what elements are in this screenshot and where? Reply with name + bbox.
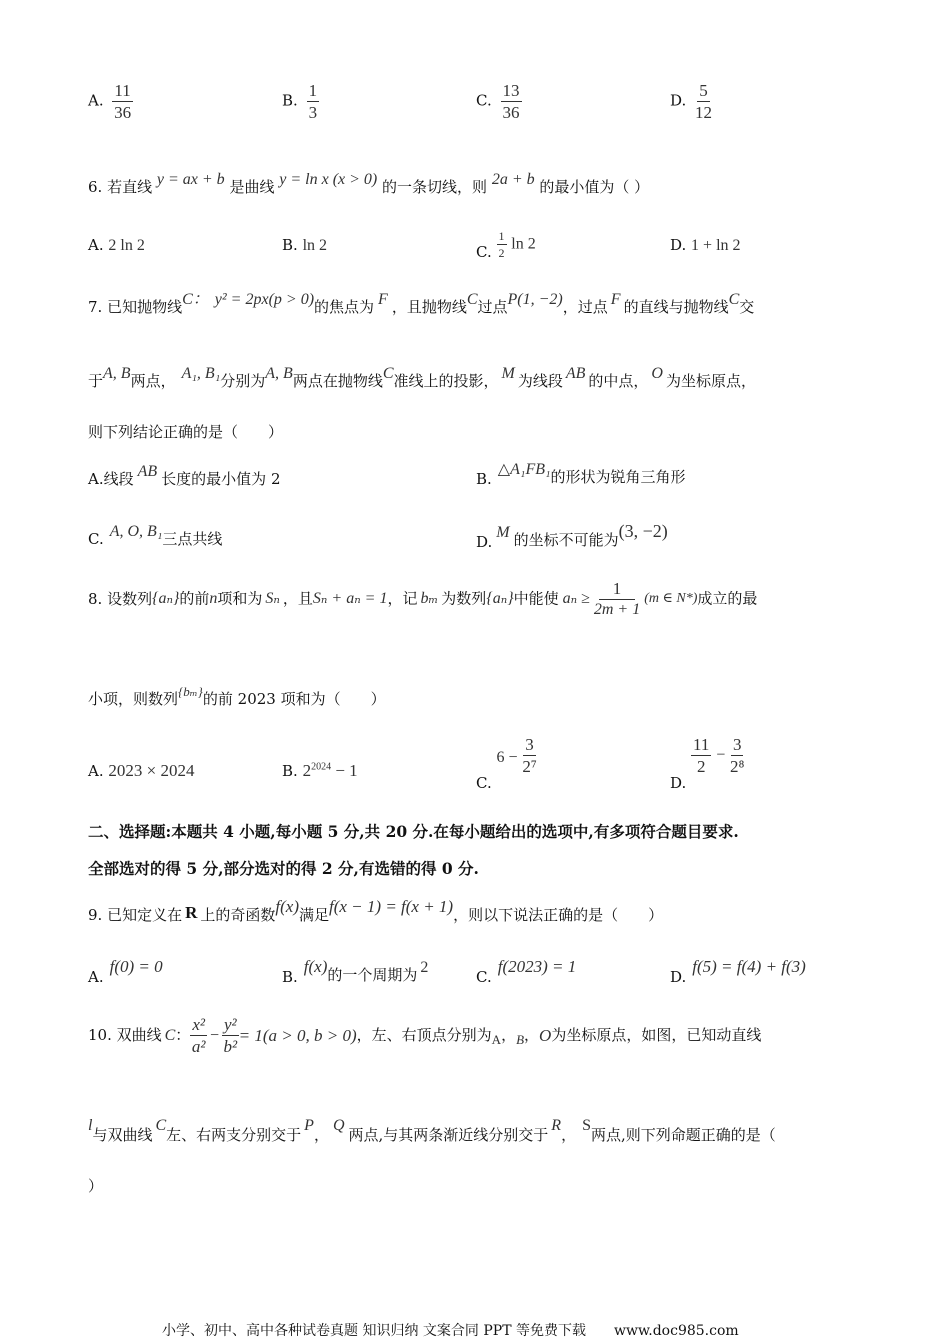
q7-option-c <box>88 523 223 548</box>
q9-text: 满足 <box>298 906 329 924</box>
q7-text: 两点， <box>130 372 176 390</box>
denominator: 2⁸ <box>730 757 745 776</box>
numerator: x² <box>192 1015 205 1034</box>
option-label: C. <box>476 91 492 110</box>
option-label: A. <box>88 236 104 254</box>
q7-math: y² = 2px(p > 0) <box>214 291 315 308</box>
option-label: D. <box>670 773 687 792</box>
option-label: C. <box>88 530 104 548</box>
q10-stem-line3: ） <box>88 1177 104 1195</box>
denominator: 36 <box>502 103 520 122</box>
q7-text: 为坐标原点， <box>665 372 756 390</box>
q10-math: S <box>582 1117 591 1134</box>
q7-text: 于 <box>88 372 104 390</box>
q7-math: A, B <box>265 365 293 382</box>
q6-text: 的最小值为（ ） <box>539 178 650 196</box>
q8-text: 项和为 <box>217 589 263 608</box>
fraction <box>730 736 744 775</box>
q8-option-d <box>670 735 745 792</box>
q7-text: 的焦点为 <box>314 298 375 316</box>
q10-text: 两点,与其两条渐近线分别交于 <box>348 1126 549 1144</box>
q8-math: Sₙ + aₙ = 1 <box>312 590 388 607</box>
q10-math: C <box>164 1026 176 1044</box>
q7-option-b <box>476 461 686 488</box>
base: 2 <box>302 761 312 780</box>
q8-option-a <box>88 762 194 779</box>
page-footer: 小学、初中、高中各种试卷真题 知识归纳 文案合同 PPT 等免费下载 www.doc985.com <box>162 1323 739 1339</box>
q7-stem-line3: 则下列结论正确的是（ ） <box>88 423 284 441</box>
q7-stem-line1 <box>88 291 755 316</box>
option-math: f(2023) = 1 <box>497 957 577 976</box>
q9-math: f(x) <box>275 897 299 916</box>
q8-text: 8. 设数列 <box>88 589 153 608</box>
option-text: 长度的最小值为 2 <box>161 470 281 488</box>
q7-text: 为线段 <box>517 372 563 390</box>
option-label: B. <box>282 968 298 986</box>
q6-text: 6. 若直线 <box>88 178 153 196</box>
q7-text: 准线上的投影， <box>393 372 499 390</box>
q10-math: l <box>88 1117 93 1134</box>
fraction <box>307 82 320 121</box>
q8-text: ，记 <box>387 589 418 608</box>
option-text: 的坐标不可能为 <box>513 531 619 549</box>
option-math: f(0) = 0 <box>109 957 163 976</box>
q7-stem-line2 <box>88 365 756 390</box>
q6-option-a <box>88 238 145 254</box>
q10-text: ， <box>501 1026 517 1044</box>
option-label: B. <box>282 91 298 110</box>
option-label: D. <box>670 91 687 110</box>
q10-text: ： <box>175 1026 191 1044</box>
q7-text: 交 <box>739 298 755 316</box>
fraction <box>190 1016 207 1055</box>
denominator: 3 <box>308 103 318 122</box>
fraction <box>222 1016 239 1055</box>
option-label: D. <box>476 533 493 551</box>
q7-option-d <box>476 521 668 551</box>
q7-math: P(1, −2) <box>507 291 563 308</box>
q6-option-d <box>670 238 741 254</box>
option-math: f(5) = f(4) + f(3) <box>692 957 806 976</box>
q8-stem-line2 <box>88 684 386 708</box>
option-text: 的一个周期为 <box>327 966 418 984</box>
q7-math: M <box>501 365 515 382</box>
numerator: 1 <box>308 81 318 100</box>
q10-text: 左、右两支分别交于 <box>166 1126 302 1144</box>
option-math: AB <box>137 463 158 480</box>
q9-text: ，则以下说法正确的是（ ） <box>453 906 664 924</box>
q8-text: 成立的最 <box>697 589 758 608</box>
option-label: A. <box>88 968 104 986</box>
option-math: ln 2 <box>511 235 536 253</box>
q7-math: F <box>378 291 388 308</box>
option-text: 的形状为锐角三角形 <box>550 468 686 486</box>
fraction <box>691 736 711 775</box>
q7-text: 分别为 <box>220 372 266 390</box>
q9-option-a <box>88 957 163 986</box>
q10-stem-line1 <box>88 1016 761 1055</box>
denominator: 36 <box>114 103 132 122</box>
q10-math: P <box>304 1117 314 1134</box>
fraction <box>522 736 536 775</box>
numerator: 3 <box>525 735 534 754</box>
q9-text: 上的奇函数 <box>200 906 276 924</box>
q5-option-b <box>282 82 319 121</box>
q10-text: 为坐标原点，如图，已知动直线 <box>551 1026 762 1044</box>
option-label: D. <box>670 968 687 986</box>
q5-option-a <box>88 82 133 121</box>
denominator: b² <box>223 1037 238 1056</box>
q8-text: 的前 2023 项和为（ ） <box>202 690 386 708</box>
q10-math: = 1(a > 0, b > 0) <box>238 1026 357 1045</box>
numerator: 13 <box>502 81 520 100</box>
q6-math: y = ax + b <box>156 171 225 188</box>
q10-math: R <box>551 1117 562 1134</box>
q6-text: 的一条切线，则 <box>382 178 488 196</box>
q8-text: ，且 <box>282 589 313 608</box>
option-label: A. <box>88 470 104 488</box>
option-math <box>303 761 358 780</box>
option-math: 2 <box>420 959 429 976</box>
exponent: 2024 <box>311 761 332 773</box>
q10-math: B <box>516 1032 525 1047</box>
section2-heading-line1: 二、选择题:本题共 4 小题,每小题 5 分,共 20 分.在每小题给出的选项中,有多项符合题目要求. <box>88 822 739 841</box>
tail: − 1 <box>335 761 358 780</box>
option-label: C. <box>476 242 492 261</box>
q7-text: 7. 已知抛物线 <box>88 298 183 316</box>
q9-option-d <box>670 957 806 986</box>
q9-text: 9. 已知定义在 <box>88 906 183 924</box>
option-label: A. <box>88 762 104 780</box>
q8-math: aₙ ≥ <box>562 590 590 607</box>
q9-option-b <box>282 957 429 986</box>
q8-math: n <box>209 590 218 607</box>
q7-math: C <box>466 291 478 308</box>
option-math: − <box>716 746 726 764</box>
q10-text: 与双曲线 <box>92 1126 153 1144</box>
denominator: 2m + 1 <box>593 601 641 618</box>
q8-math: {bₘ} <box>178 684 203 699</box>
q10-math: O <box>539 1026 552 1045</box>
q7-math: C： <box>182 291 209 308</box>
numerator: 5 <box>699 81 708 100</box>
q10-text: ， <box>313 1126 329 1144</box>
q7-text: ，过点 <box>562 298 608 316</box>
option-label: C. <box>476 968 492 986</box>
q10-stem-line2 <box>88 1117 776 1144</box>
fraction <box>112 82 132 121</box>
denominator: 2 <box>498 246 505 260</box>
denominator: 2 <box>696 757 706 776</box>
q8-text: 小项，则数列 <box>88 690 179 708</box>
q7-option-a <box>88 463 281 488</box>
option-label: B. <box>282 236 298 254</box>
option-label: C. <box>476 773 492 792</box>
fraction <box>695 82 712 121</box>
q8-option-b <box>282 762 358 779</box>
q8-math: {aₙ} <box>152 590 180 607</box>
numerator: 3 <box>732 735 742 754</box>
q7-math: F <box>610 291 621 308</box>
option-math: △A₁FB₁ <box>497 461 551 478</box>
q9-math: R <box>185 903 198 922</box>
q8-math: bₘ <box>420 590 439 607</box>
q7-text: 过点 <box>477 298 508 316</box>
option-math: 1 + ln 2 <box>691 237 741 254</box>
option-text: 线段 <box>103 470 134 488</box>
q10-math: A <box>491 1032 502 1047</box>
fraction <box>497 230 507 259</box>
q10-text: 两点,则下列命题正确的是（ <box>591 1126 776 1144</box>
q6-option-b <box>282 238 327 254</box>
option-math: f(x) <box>303 957 328 976</box>
denominator: 12 <box>695 103 713 122</box>
q8-option-c <box>476 735 537 792</box>
fraction <box>501 82 522 121</box>
q9-math: f(x − 1) = f(x + 1) <box>329 897 454 916</box>
q7-text: 两点在抛物线 <box>292 372 383 390</box>
numerator: y² <box>224 1015 237 1034</box>
option-label: B. <box>476 470 492 488</box>
option-label: B. <box>282 762 298 780</box>
option-math: 2023 × 2024 <box>108 761 195 780</box>
q10-math: C <box>155 1117 167 1134</box>
section2-heading-line2: 全部选对的得 5 分,部分选对的得 2 分,有选错的得 0 分. <box>88 859 479 878</box>
q7-math: C <box>382 365 394 382</box>
option-label: A. <box>88 91 104 110</box>
q5-option-c <box>476 82 522 121</box>
q5-option-d <box>670 82 712 121</box>
q7-text: ，且抛物线 <box>391 298 467 316</box>
q7-math: A₁, B₁ <box>181 365 221 382</box>
q7-text: 的直线与抛物线 <box>623 298 729 316</box>
option-math: 2 ln 2 <box>108 237 145 254</box>
q6-stem <box>88 171 650 196</box>
denominator: 2⁷ <box>522 757 537 776</box>
q7-text: 的中点， <box>588 372 649 390</box>
option-math: M <box>496 524 510 541</box>
fraction <box>594 580 640 618</box>
q8-text: 中能使 <box>513 589 559 608</box>
option-math: A, O, B₁ <box>109 523 163 540</box>
q7-math: A, B <box>103 365 131 382</box>
q8-text: 的前 <box>179 589 210 608</box>
q10-text: 10. 双曲线 <box>88 1026 162 1044</box>
q8-math: Sₙ <box>265 590 280 607</box>
denominator: a² <box>191 1037 206 1056</box>
numerator: 1 <box>599 580 636 600</box>
numerator: 11 <box>693 735 710 754</box>
q9-stem <box>88 897 664 924</box>
q8-math: {aₙ} <box>486 590 514 607</box>
q10-math: Q <box>332 1117 345 1134</box>
q9-option-c <box>476 957 577 986</box>
q8-stem-line1 <box>88 580 757 618</box>
q6-math: 2a + b <box>491 171 535 188</box>
option-math: 6 − <box>496 748 518 766</box>
q8-text: 为数列 <box>441 589 487 608</box>
option-math: (3, −2) <box>618 521 668 541</box>
numerator: 1 <box>498 229 505 243</box>
q10-text: ， <box>561 1126 577 1144</box>
option-label: D. <box>670 236 687 254</box>
option-math: ln 2 <box>302 237 328 254</box>
numerator: 11 <box>114 81 131 100</box>
q10-text: ，左、右顶点分别为 <box>356 1026 492 1044</box>
q10-math: − <box>209 1026 219 1044</box>
q6-text: 是曲线 <box>229 178 275 196</box>
q7-math: C <box>728 291 740 308</box>
q6-math: y = ln x (x > 0) <box>279 171 378 188</box>
q10-text: ， <box>524 1026 540 1044</box>
option-text: 三点共线 <box>162 530 223 548</box>
q7-math: O <box>651 365 663 382</box>
q8-math: (m ∈ N*) <box>644 591 698 606</box>
q6-option-c <box>476 230 536 259</box>
q7-math: AB <box>565 365 586 382</box>
